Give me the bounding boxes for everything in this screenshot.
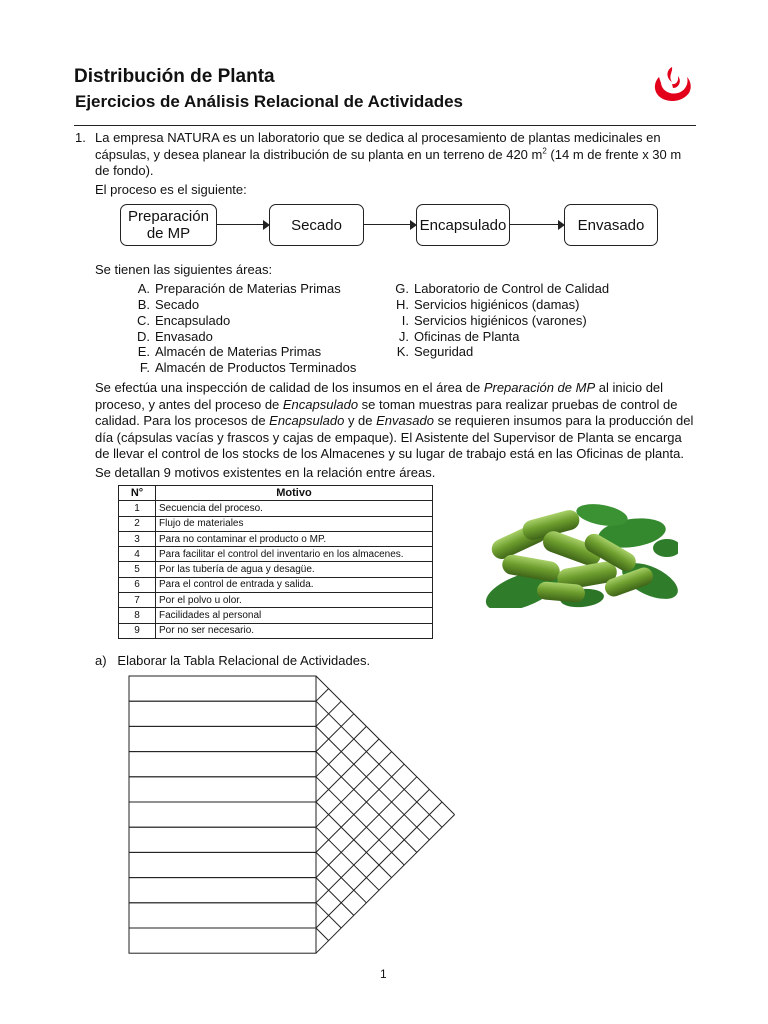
relation-row-box <box>129 928 316 953</box>
flow-arrow <box>216 224 268 225</box>
area-item: J. Oficinas de Planta <box>398 329 520 344</box>
relation-grid-line-up <box>316 815 455 954</box>
task-a: a) Elaborar la Tabla Relacional de Actividades. <box>95 653 371 668</box>
table-row: 2 Flujo de materiales <box>119 516 433 531</box>
relation-grid-line-up <box>316 739 379 802</box>
area-item: B. Secado <box>137 297 200 312</box>
inspection-paragraph: Se efectúa una inspección de calidad de los insumos en el área de Preparación de MP al inicio del proceso, y antes del proceso de Encapsulado se toman muestras para realizar pruebas de control de calidad. Para los procesos de Encapsulado y de Envasado se requieren insumos para la producción del día (cápsulas vacías y frascos y cajas de empaque). El Asistente del Supervisor de Planta se encarga de llevar el control de los stocks de los Almacenes y su lugar de trabajo está en las Oficinas de planta. <box>95 380 694 461</box>
relation-grid-line-down <box>316 827 379 890</box>
area-item: H. Servicios higiénicos (damas) <box>396 297 580 312</box>
table-header-row <box>119 486 433 501</box>
table-row: 1 Secuencia del proceso. <box>119 501 433 516</box>
document-title: Distribución de Planta <box>74 66 275 87</box>
relation-grid-line-up <box>316 764 404 852</box>
area-item: G. Laboratorio de Control de Calidad <box>395 281 610 296</box>
table-row: 6 Para el control de entrada y salida. <box>119 577 433 592</box>
table-row: 7 Por el polvo u olor. <box>119 593 433 608</box>
process-intro: El proceso es el siguiente: <box>95 182 247 197</box>
relation-row-box <box>129 701 316 726</box>
process-step-encapsulado: Encapsulado <box>416 204 510 246</box>
relation-grid-line-down <box>316 777 404 865</box>
relation-row-box <box>129 752 316 777</box>
area-item: I. Servicios higiénicos (varones) <box>401 313 587 328</box>
table-row: 5 Por las tubería de agua y desagüe. <box>119 562 433 577</box>
relation-grid-line-down <box>316 676 455 815</box>
process-step-secado: Secado <box>269 204 364 246</box>
relation-row-box <box>129 726 316 751</box>
relational-activity-chart <box>128 672 584 954</box>
relation-grid-line-down <box>316 928 329 941</box>
motivos-intro: Se detallan 9 motivos existentes en la relación entre áreas. <box>95 465 436 480</box>
relation-grid-line-down <box>316 726 429 839</box>
column-header-motivo: Motivo <box>156 486 433 501</box>
table-row: 9 Por no ser necesario. <box>119 623 433 638</box>
area-item: K. Seguridad <box>396 344 474 359</box>
process-flow-diagram <box>115 204 663 250</box>
relation-row-box <box>129 802 316 827</box>
green-capsules-with-leaves-image <box>482 503 678 608</box>
relation-row-box <box>129 827 316 852</box>
relation-grid-line-up <box>316 789 429 902</box>
relation-grid-line-up <box>316 689 329 702</box>
area-item: A. Preparación de Materias Primas <box>137 281 341 296</box>
areas-intro: Se tienen las siguientes áreas: <box>95 262 273 277</box>
relation-row-box <box>129 852 316 877</box>
page-number: 1 <box>380 967 387 981</box>
area-item: F. Almacén de Productos Terminados <box>139 360 357 375</box>
table-row: 3 Para no contaminar el producto o MP. <box>119 531 433 546</box>
exercise-number: 1. <box>75 130 86 145</box>
document-subtitle: Ejercicios de Análisis Relacional de Actividades <box>75 92 464 111</box>
relation-row-box <box>129 878 316 903</box>
relation-row-box <box>129 903 316 928</box>
process-step-preparacion: Preparación de MP <box>120 204 217 246</box>
table-row: 4 Para facilitar el control del inventario en los almacenes. <box>119 547 433 562</box>
header-rule <box>74 125 696 126</box>
relation-row-box <box>129 777 316 802</box>
area-item: E. Almacén de Materias Primas <box>137 344 322 359</box>
area-item: C. Encapsulado <box>137 313 231 328</box>
flow-arrow <box>509 224 563 225</box>
column-header-number: N° <box>119 486 156 501</box>
flow-arrow <box>363 224 415 225</box>
process-step-envasado: Envasado <box>564 204 658 246</box>
table-row: 8 Facilidades al personal <box>119 608 433 623</box>
exercise-statement: La empresa NATURA es un laboratorio que se dedica al procesamiento de plantas medicinales en cápsulas, y desea planear la distribución de su planta en un terreno de 420 $m^2$ (14 m de frente x 30 m de fondo). <box>95 130 682 178</box>
motivos-table <box>118 485 433 639</box>
relation-row-box <box>129 676 316 701</box>
area-item: D. Envasado <box>137 329 213 344</box>
upc-flame-logo-icon <box>650 64 694 104</box>
